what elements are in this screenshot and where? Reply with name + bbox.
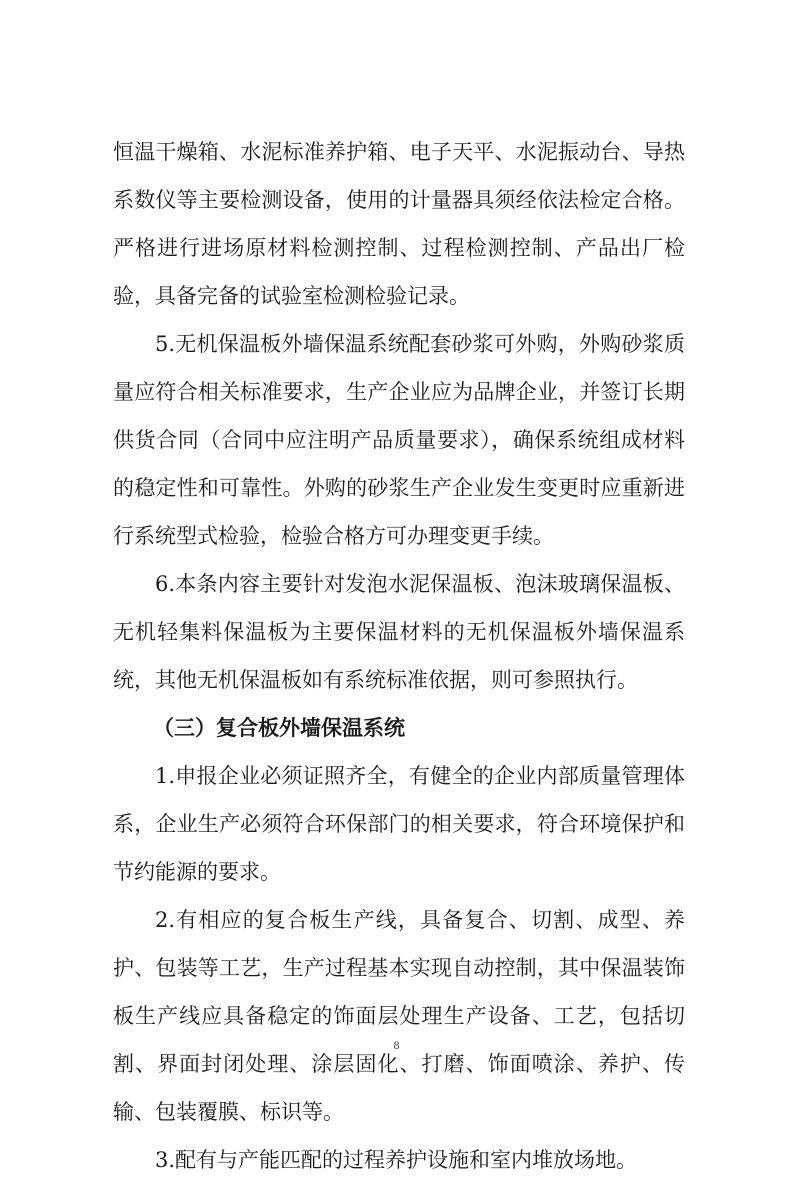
section-paragraph-2: 2.有相应的复合板生产线，具备复合、切割、成型、养护、包装等工艺，生产过程基本实现自动控制，其中保温装饰板生产线应具备稳定的饰面层处理生产设备、工艺，包括切割、界面封闭处理、涂层固化、打磨、饰面喷涂、养护、传输、包装覆膜、标识等。 — [113, 908, 685, 1124]
section-paragraph-1: 1.申报企业必须证照齐全，有健全的企业内部质量管理体系，企业生产必须符合环保部门的相关要求，符合环境保护和节约能源的要求。 — [113, 764, 685, 884]
page-number: 8 — [393, 1038, 400, 1052]
paragraph-item-6: 6.本条内容主要针对发泡水泥保温板、泡沫玻璃保温板、无机轻集料保温板为主要保温材料的无机保温板外墙保温系统，其他无机保温板如有系统标准依据，则可参照执行。 — [113, 572, 685, 692]
section-heading: （三）复合板外墙保温系统 — [153, 715, 405, 740]
paragraph-continuation: 恒温干燥箱、水泥标准养护箱、电子天平、水泥振动台、导热系数仪等主要检测设备，使用的计量器具须经依法检定合格。严格进行进场原材料检测控制、过程检测控制、产品出厂检验，具备完备的试验室检测检验记录。 — [113, 140, 685, 308]
paragraph-item-5: 5.无机保温板外墙保温系统配套砂浆可外购，外购砂浆质量应符合相关标准要求，生产企业应为品牌企业，并签订长期供货合同（合同中应注明产品质量要求），确保系统组成材料的稳定性和可靠性。外购的砂浆生产企业发生变更时应重新进行系统型式检验，检验合格方可办理变更手续。 — [113, 332, 685, 548]
section-paragraph-3: 3.配有与产能匹配的过程养护设施和室内堆放场地。 — [155, 1148, 638, 1172]
document-body — [113, 128, 685, 1184]
